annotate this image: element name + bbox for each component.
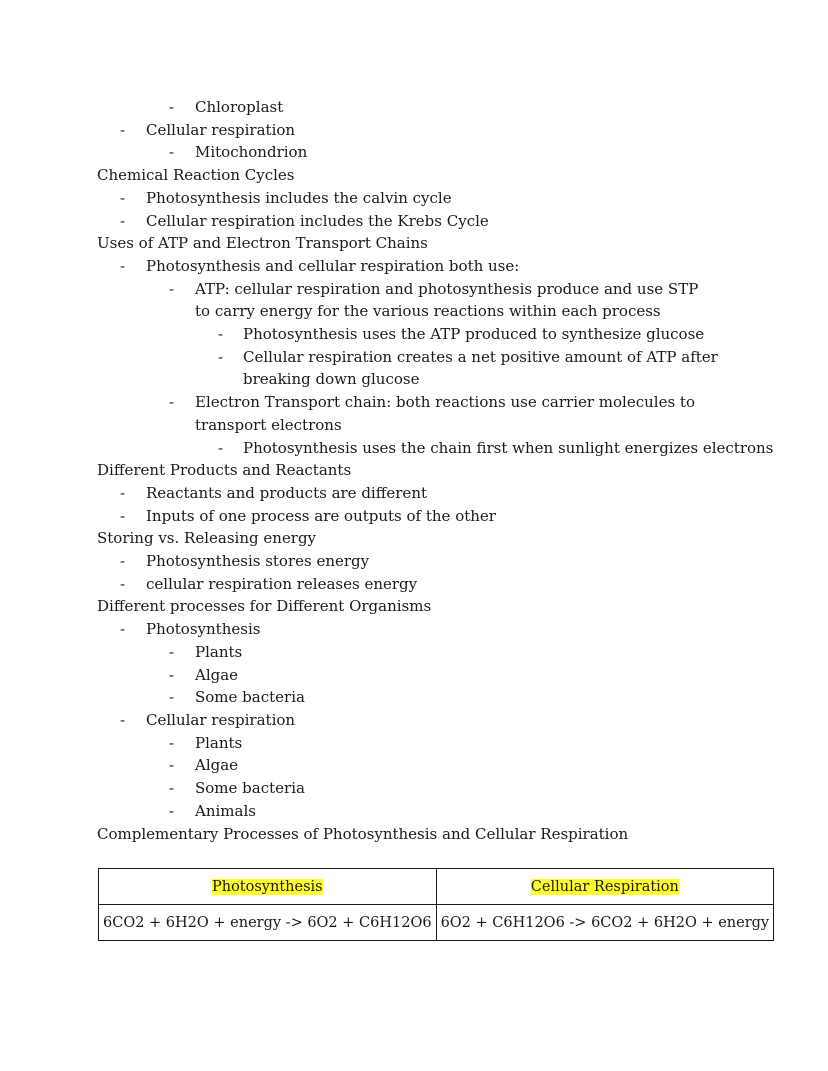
bullet-dash: - (169, 665, 175, 684)
section-heading (97, 232, 737, 255)
bullet-dash: - (169, 688, 175, 707)
outline-item (97, 187, 737, 210)
outline-item (97, 96, 737, 119)
outline-text: Cellular respiration includes the Krebs Cycle (146, 211, 489, 230)
outline-text: Different processes for Different Organisms (97, 597, 432, 616)
bullet-dash: - (120, 211, 126, 230)
table-row (99, 905, 774, 941)
outline-text: Inputs of one process are outputs of the other (146, 506, 496, 525)
bullet-dash: - (169, 279, 175, 298)
table-cell: 6CO2 + 6H2O + energy -> 6O2 + C6H12O6 (99, 905, 437, 941)
outline-text: ATP: cellular respiration and photosynthesis produce and use STP to carry energy for the various reactions within each process (195, 279, 699, 321)
outline-item (97, 323, 737, 346)
outline-item (97, 618, 737, 641)
outline-text: Algae (195, 756, 239, 775)
table-header-cell (99, 869, 437, 905)
outline-text: Photosynthesis stores energy (146, 552, 370, 571)
outline-text: Photosynthesis uses the ATP produced to synthesize glucose (243, 325, 705, 344)
outline-text: Different Products and Reactants (97, 461, 352, 480)
outline-item (97, 664, 737, 687)
bullet-dash: - (120, 620, 126, 639)
section-heading (97, 823, 737, 846)
outline-item (97, 278, 715, 323)
bullet-dash: - (169, 733, 175, 752)
bullet-dash: - (169, 393, 175, 412)
outline-item (97, 573, 737, 596)
outline-text: Algae (195, 665, 239, 684)
outline-item (97, 255, 737, 278)
outline-item (97, 141, 737, 164)
bullet-dash: - (218, 438, 224, 457)
bullet-dash: - (120, 120, 126, 139)
bullet-dash: - (169, 98, 175, 116)
outline-item (97, 754, 737, 777)
outline-text: Plants (195, 642, 243, 661)
outline-text: Some bacteria (195, 688, 305, 707)
bullet-dash: - (120, 710, 126, 729)
outline-text: Reactants and products are different (146, 483, 428, 502)
outline-text: Chloroplast (195, 98, 284, 116)
outline-item (97, 482, 737, 505)
outline-item (97, 437, 774, 460)
table-header-row (99, 869, 774, 905)
outline-text: Plants (195, 733, 243, 752)
section-heading (97, 595, 737, 618)
notes-outline (97, 96, 774, 845)
bullet-dash: - (120, 188, 126, 207)
outline-item (97, 550, 737, 573)
outline-item (97, 777, 737, 800)
outline-item (97, 641, 737, 664)
outline-item (97, 686, 737, 709)
outline-text: Animals (195, 801, 256, 820)
bullet-dash: - (169, 143, 175, 162)
highlighted-header: Photosynthesis (211, 878, 323, 895)
outline-text: Cellular respiration (146, 120, 296, 139)
outline-text: Storing vs. Releasing energy (97, 529, 317, 548)
outline-item (97, 346, 741, 391)
outline-item (97, 732, 737, 755)
bullet-dash: - (120, 506, 126, 525)
outline-text: Photosynthesis and cellular respiration both use: (146, 256, 520, 275)
outline-text: Photosynthesis uses the chain first when sunlight energizes electrons (243, 438, 774, 457)
outline-text: Uses of ATP and Electron Transport Chains (97, 234, 428, 253)
outline-text: Photosynthesis (146, 620, 261, 639)
outline-text: Electron Transport chain: both reactions use carrier molecules to transport electrons (195, 393, 695, 434)
highlighted-header: Cellular Respiration (530, 878, 679, 895)
bullet-dash: - (120, 552, 126, 571)
outline-item (97, 119, 737, 142)
outline-text: Cellular respiration creates a net positive amount of ATP after breaking down glucose (243, 347, 718, 389)
outline-text: cellular respiration releases energy (146, 574, 418, 593)
equations-table (98, 868, 774, 941)
table-cell: 6O2 + C6H12O6 -> 6CO2 + 6H2O + energy (436, 905, 774, 941)
bullet-dash: - (218, 347, 224, 366)
bullet-dash: - (120, 574, 126, 593)
bullet-dash: - (169, 756, 175, 775)
outline-item (97, 800, 737, 823)
bullet-dash: - (169, 642, 175, 661)
bullet-dash: - (120, 483, 126, 502)
section-heading (97, 164, 737, 187)
outline-item (97, 210, 737, 233)
section-heading (97, 527, 737, 550)
bullet-dash: - (169, 801, 175, 820)
outline-text: Mitochondrion (195, 143, 308, 162)
outline-text: Chemical Reaction Cycles (97, 166, 295, 185)
bullet-dash: - (120, 256, 126, 275)
outline-text: Photosynthesis includes the calvin cycle (146, 188, 452, 207)
outline-text: Complementary Processes of Photosynthesis and Cellular Respiration (97, 824, 629, 843)
outline-text: Some bacteria (195, 779, 305, 798)
outline-item (97, 391, 715, 436)
section-heading (97, 459, 737, 482)
bullet-dash: - (218, 325, 224, 344)
outline-item (97, 505, 737, 528)
outline-text: Cellular respiration (146, 710, 296, 729)
table-header-cell (436, 869, 774, 905)
bullet-dash: - (169, 779, 175, 798)
outline-item (97, 709, 737, 732)
